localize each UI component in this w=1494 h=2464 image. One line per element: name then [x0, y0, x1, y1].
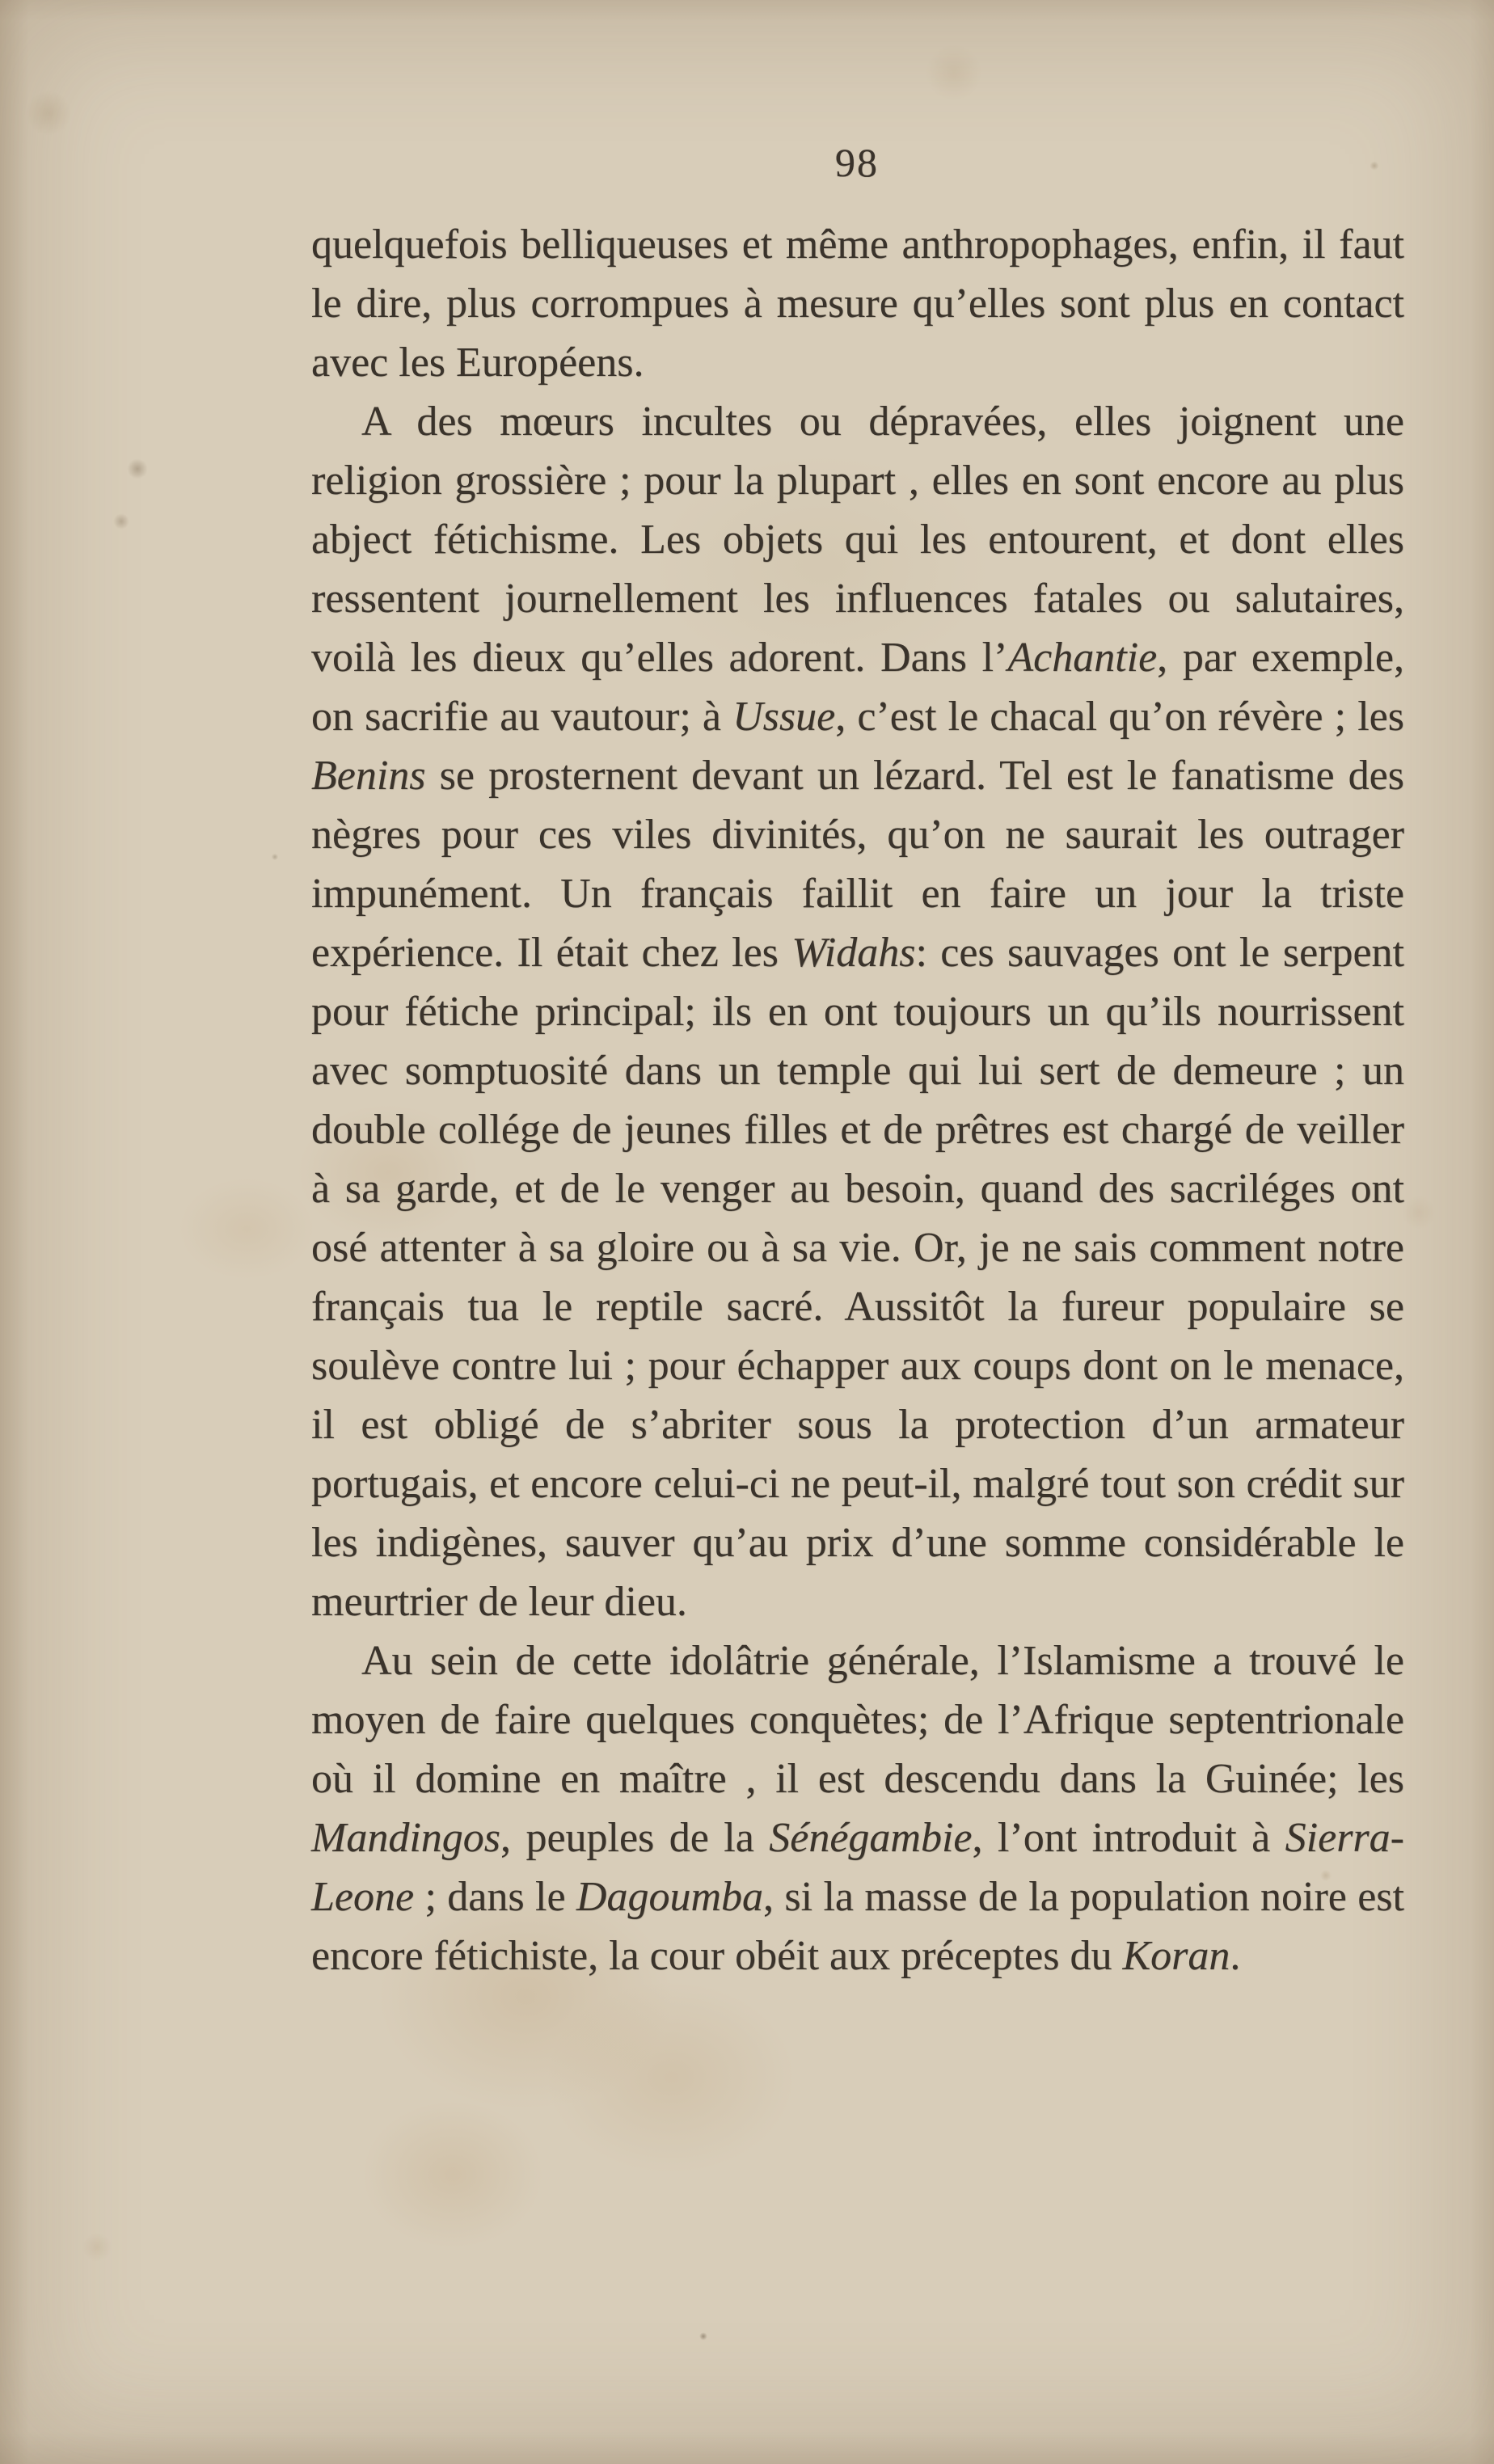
text-segment: ; dans le: [414, 1874, 576, 1920]
italic-term: Mandingos: [311, 1815, 500, 1861]
text-segment: , si la masse de la population noire est encore fétichiste, la cour obéit aux préceptes du: [311, 1874, 1404, 1979]
text-segment: , l’ont introduit à: [972, 1815, 1285, 1861]
text-segment: se prosternent devant un lézard. Tel est le fanatisme des nègres pour ces viles divinités, qu’on ne saurait les outrager impunément. Un français faillit en faire un jour la triste expérience. Il était chez les: [311, 753, 1404, 976]
text-segment: , c’est le chacal qu’on révère ; les: [835, 694, 1404, 740]
italic-term: Koran: [1122, 1933, 1230, 1979]
paragraph: [311, 215, 1404, 392]
text-segment: Au sein de cette idolâtrie générale, l’Islamisme a trouvé le moyen de faire quelques conquètes; de l’Afrique septentrionale où il domine en maître , il est descendu dans la Guinée; les: [311, 1638, 1404, 1802]
paragraph: [311, 392, 1404, 1631]
text-segment: , peuples de la: [500, 1815, 770, 1861]
italic-term: Widahs: [791, 930, 916, 976]
italic-term: Ussue: [732, 694, 836, 740]
italic-term: Sénégambie: [769, 1815, 973, 1861]
text-segment: : ces sauvages ont le serpent pour fétiche principal; ils en ont toujours un qu’ils nourrissent avec somptuosité dans un temple qui lui sert de demeure ; un double collége de jeunes filles et de prêtres est chargé de veiller à sa garde, et de le venger au besoin, quand des sacriléges ont osé attenter à sa gloire ou à sa vie. Or, je ne sais comment notre français tua le reptile sacré. Aussitôt la fureur populaire se soulève contre lui ; pour échapper aux coups dont on le menace, il est obligé de s’abriter sous la protection d’un armateur portugais, et encore celui-ci ne peut-il, malgré tout son crédit sur les indigènes, sauver qu’au prix d’une somme considérable le meurtrier de leur dieu.: [311, 930, 1404, 1625]
text-segment: .: [1230, 1933, 1241, 1979]
paragraph: [311, 1631, 1404, 1985]
text-segment: , par exemple, on sacrifie au vautour; à: [311, 635, 1405, 740]
text-segment: A des mœurs incultes ou dépravées, elles joignent une religion grossière ; pour la plupart , elles en sont encore au plus abject fétichisme. Les objets qui les entourent, et dont elles ressentent journellement les influences fatales ou salutaires, voilà les dieux qu’elles adorent. Dans l’: [311, 399, 1404, 681]
text-segment: quelquefois belliqueuses et même anthropophages, enfin, il faut le dire, plus corrompues à mesure qu’elles sont plus en contact avec les Européens.: [311, 222, 1404, 386]
page-number: 98: [835, 140, 879, 185]
italic-term: Dagoumba: [576, 1874, 764, 1920]
page-text: [311, 215, 1404, 1985]
italic-term: Achantie: [1007, 635, 1158, 681]
italic-term: Sierra-Leone: [311, 1815, 1404, 1920]
italic-term: Benins: [311, 753, 426, 799]
